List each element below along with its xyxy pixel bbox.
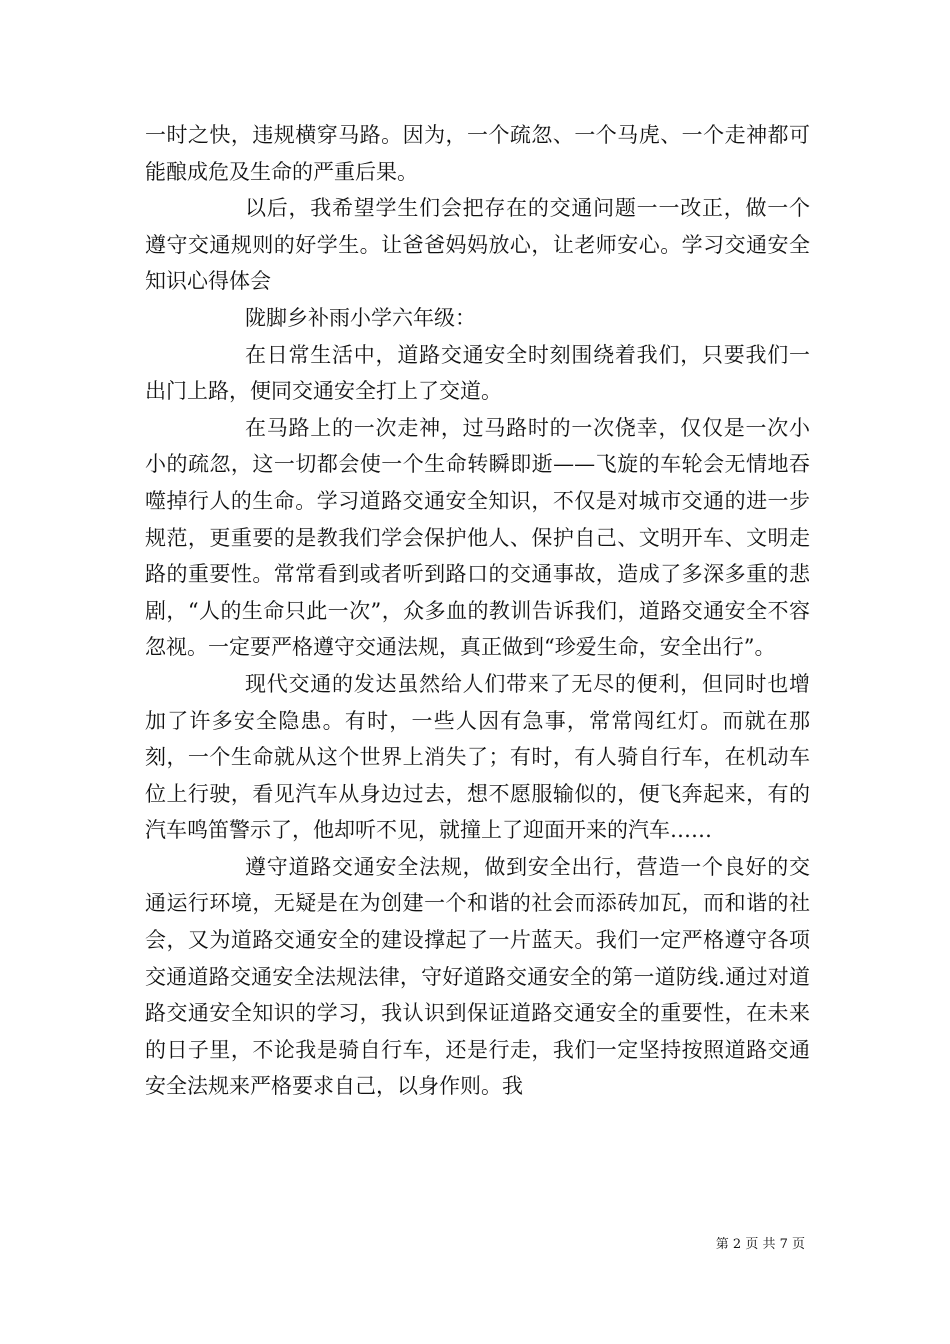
paragraph-obey-rules: 遵守道路交通安全法规，做到安全出行，营造一个良好的交通运行环境，无疑是在为创建一个和谐的社会而添砖加瓦，而和谐的社会，又为道路交通安全的建设撑起了一片蓝天。我们一定严格遵守各项交通道路交通安全法规法律，守好道路交通安全的第一道防线.通过对道路交通安全知识的学习，我认识到保证道路交通安全的重要性，在未来的日子里，不论我是骑自行车，还是行走，我们一定坚持按照道路交通安全法规来严格要求自己，以身作则。我 [145, 854, 810, 1099]
document-body [145, 117, 810, 1105]
paragraph-hope: 以后，我希望学生们会把存在的交通问题一一改正，做一个遵守交通规则的好学生。让爸爸妈妈放心，让老师安心。学习交通安全知识心得体会 [145, 196, 810, 294]
paragraph-carelessness: 在马路上的一次走神，过马路时的一次侥幸，仅仅是一次小小的疏忽，这一切都会使一个生命转瞬即逝——飞旋的车轮会无情地吞噬掉行人的生命。学习道路交通安全知识，不仅是对城市交通的进一步规范，更重要的是教我们学会保护他人、保护自己、文明开车、文明走路的重要性。常常看到或者听到路口的交通事故，造成了多深多重的悲剧，“人的生命只此一次”，众多血的教训告诉我们，道路交通安全不容忽视。一定要严格遵守交通法规，真正做到“珍爱生命，安全出行”。 [145, 415, 810, 660]
paragraph-continuation: 一时之快，违规横穿马路。因为，一个疏忽、一个马虎、一个走神都可能酿成危及生命的严重后果。 [145, 123, 810, 184]
paragraph-daily-life: 在日常生活中，道路交通安全时刻围绕着我们，只要我们一出门上路，便同交通安全打上了交道。 [145, 342, 810, 404]
page-number: 第 2 页 共 7 页 [715, 1237, 805, 1252]
paragraph-author: 陇脚乡补雨小学六年级： [245, 305, 476, 330]
paragraph-modern-traffic: 现代交通的发达虽然给人们带来了无尽的便利，但同时也增加了许多安全隐患。有时，一些人因有急事，常常闯红灯。而就在那刻，一个生命就从这个世界上消失了；有时，有人骑自行车，在机动车位上行驶，看见汽车从身边过去，想不愿服输似的，便飞奔起来，有的汽车鸣笛警示了，他却听不见，就撞上了迎面开来的汽车…… [145, 671, 810, 843]
